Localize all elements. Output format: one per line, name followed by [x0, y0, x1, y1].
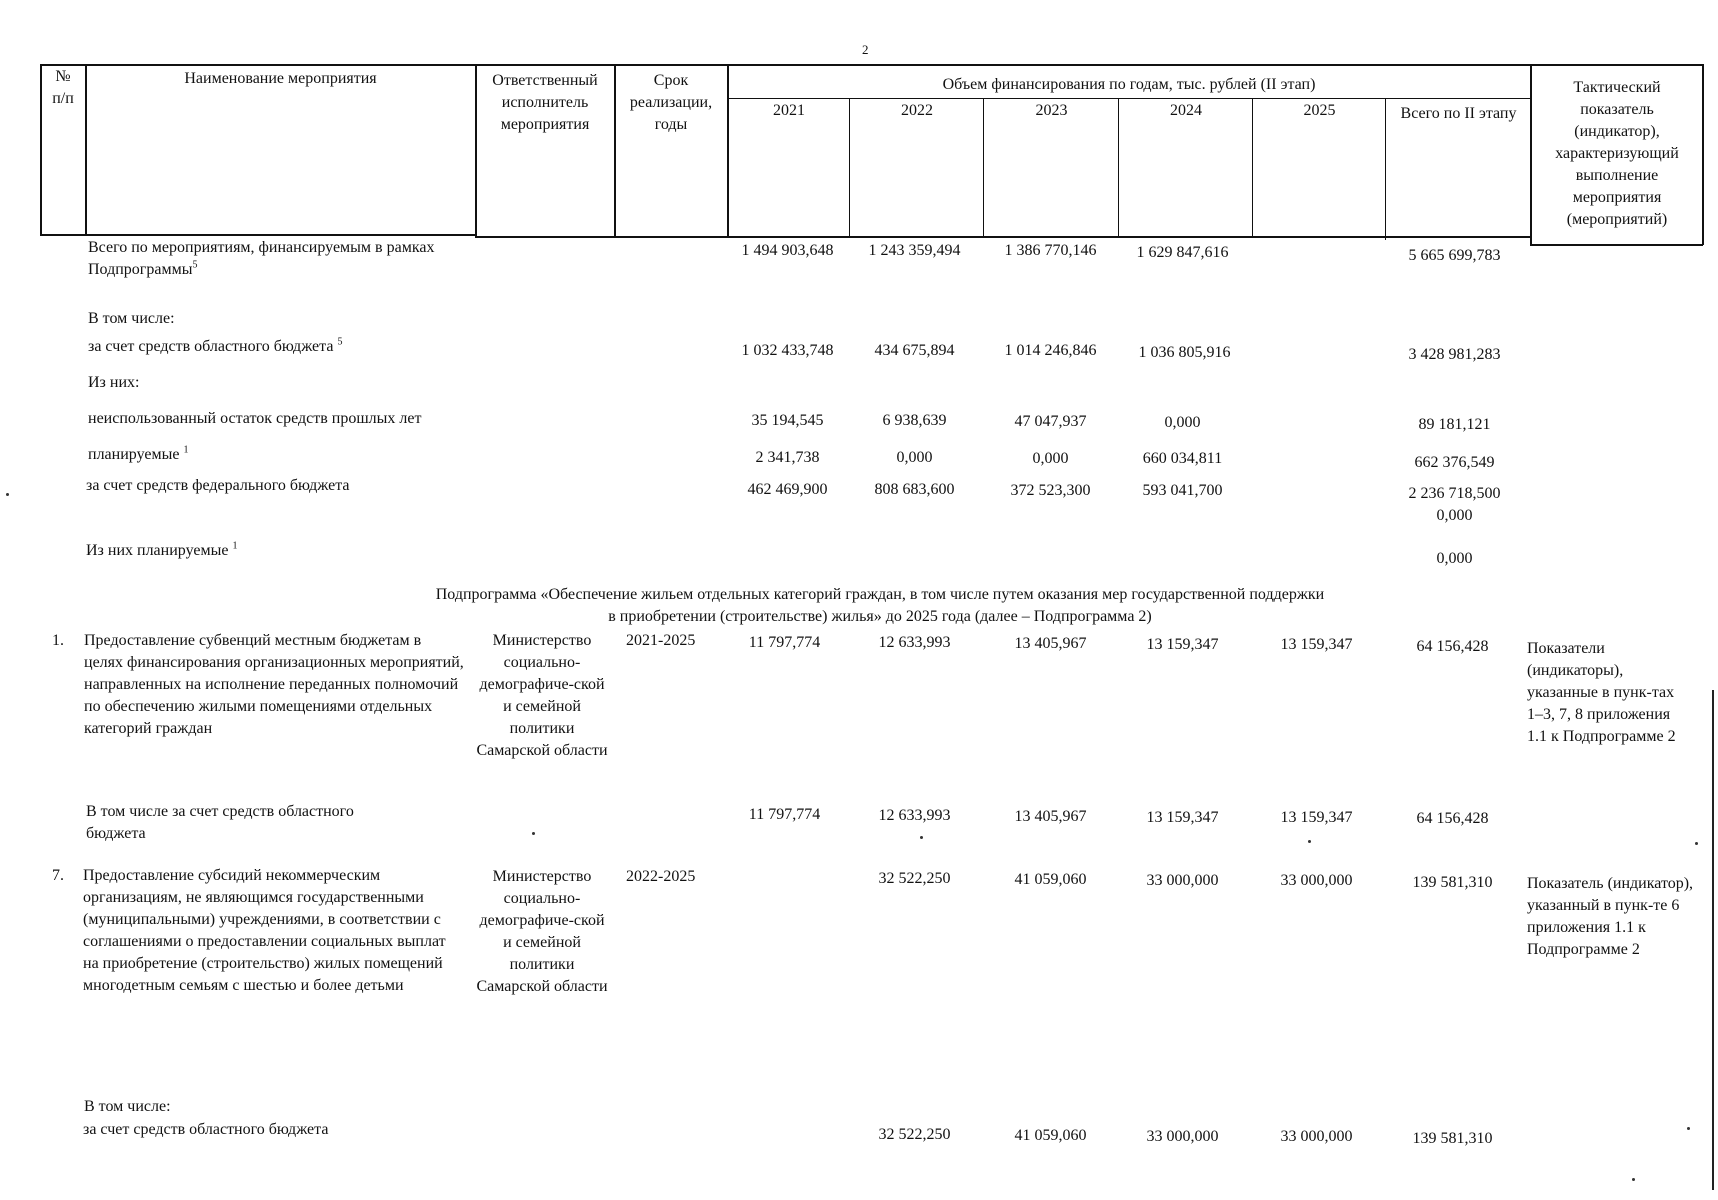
item-7-executor: Министерство социально-демографиче-ской и семейной политики Самарской области [476, 868, 608, 995]
planned-all: 662 376,549 [1414, 454, 1495, 471]
scan-speck [6, 493, 9, 496]
of-them-planned-label: Из них планируемые $^1$ [86, 540, 238, 559]
federal-2021: 462 469,900 [747, 481, 828, 498]
scan-speck [532, 832, 535, 835]
item-7-name: Предоставление субсидий некоммерческим организациям, не являющимся государственными (муниципальными) учреждениями, в соответствии с соглашениями о предоставлении социальных выплат на приобретение (строительство) жилых помещений многодетным семьям с шестью и более детьми [83, 867, 446, 994]
unused-balance-label: неиспользованный остаток средств прошлых лет [88, 410, 422, 427]
regional-2022: 434 675,894 [874, 342, 955, 359]
unused-2023: 47 047,937 [1014, 413, 1087, 430]
scan-speck [1695, 842, 1698, 845]
regional-2021: 1 032 433,748 [741, 342, 834, 359]
item-1-executor: Министерство социально-демографиче-ской и семейной политики Самарской области [476, 632, 608, 759]
header-executor-column: Ответственный исполнитель мероприятия [492, 72, 598, 133]
including-label: В том числе: [88, 310, 175, 327]
of-them-planned-value: 0,000 [1436, 550, 1473, 567]
scan-speck [1308, 840, 1311, 843]
item-1-2024: 13 159,347 [1146, 636, 1219, 653]
planned-2023: 0,000 [1032, 450, 1069, 467]
regional-all: 3 428 981,283 [1408, 346, 1501, 363]
header-year-2021: 2021 [773, 102, 805, 119]
planned-2022: 0,000 [896, 449, 933, 466]
federal-2023: 372 523,300 [1010, 482, 1091, 499]
item-1-total: 64 156,428 [1416, 638, 1489, 655]
header-year-2022: 2022 [901, 102, 933, 119]
item-7-sub-2025: 33 000,000 [1280, 1128, 1353, 1145]
subprogram-title: Подпрограмма «Обеспечение жильем отдельных категорий граждан, в том числе путем оказания мер государственной поддержки в приобретении (строительстве) жилья» до 2025 года (далее – Подпрограмма 2) [435, 586, 1325, 625]
item-1-name: Предоставление субвенций местным бюджетам в целях финансирования организационных мероприятий, направленных на исполнение переданных полномочий по обеспечению жилыми помещениями отдельных категорий граждан [84, 632, 464, 737]
item-7-sub-2023: 41 059,060 [1014, 1127, 1087, 1144]
page-number: 2 [862, 42, 869, 57]
planned-label: планируемые $^1$ [88, 444, 189, 463]
item-1-2021: 11 797,774 [748, 634, 821, 651]
federal-all: 2 236 718,500 [1408, 485, 1501, 502]
total-2023: 1 386 770,146 [1004, 242, 1097, 259]
item-1-2023: 13 405,967 [1014, 635, 1087, 652]
total-all: 5 665 699,783 [1408, 247, 1501, 264]
header-indicator-column: Тактический показатель (индикатор), характеризующий выполнение мероприятия (мероприятий) [1555, 79, 1679, 228]
regional-budget-label: за счет средств областного бюджета $^5$ [88, 336, 343, 355]
item-1-2022: 12 633,993 [878, 634, 951, 651]
header-term-column: Срок реализации, годы [629, 72, 713, 133]
planned-2021: 2 341,738 [755, 449, 820, 466]
header-year-2025: 2025 [1303, 102, 1336, 119]
total-2022: 1 243 359,494 [868, 242, 961, 259]
scan-speck [920, 836, 923, 839]
item-7-indicator: Показатель (индикатор), указанный в пунк-те 6 приложения 1.1 к Подпрограмме 2 [1527, 875, 1694, 958]
unused-2021: 35 194,545 [751, 412, 824, 429]
scan-speck [1687, 1127, 1690, 1130]
item-1-indicator: Показатели (индикаторы), указанные в пунк-тах 1–3, 7, 8 приложения 1.1 к Подпрограмме 2 [1527, 640, 1676, 745]
item-7-number: 7. [52, 867, 64, 884]
item-1-sub-2025: 13 159,347 [1280, 809, 1353, 826]
header-total-column: Всего по II этапу [1400, 105, 1517, 122]
regional-2023: 1 014 246,846 [1004, 342, 1097, 359]
of-them-label: Из них: [88, 374, 140, 391]
item-1-sub-2022: 12 633,993 [878, 807, 951, 824]
federal-extra: 0,000 [1436, 507, 1473, 524]
item-1-sub-2023: 13 405,967 [1014, 808, 1087, 825]
header-year-2024: 2024 [1170, 102, 1202, 119]
federal-budget-label: за счет средств федерального бюджета [86, 477, 350, 494]
regional-2024: 1 036 805,916 [1138, 344, 1231, 361]
total-row-label: Всего по мероприятиям, финансируемым в рамках Подпрограммы$^5$ [88, 239, 435, 278]
item-1-sub-label: В том числе за счет средств областного бюджета [86, 803, 354, 842]
item-7-total: 139 581,310 [1412, 874, 1493, 891]
item-7-including-label: В том числе: [84, 1098, 171, 1115]
federal-2024: 593 041,700 [1142, 482, 1223, 499]
item-1-sub-total: 64 156,428 [1416, 810, 1489, 827]
header-year-2023: 2023 [1035, 102, 1068, 119]
item-1-term: 2021-2025 [626, 632, 696, 649]
header-name-column: Наименование мероприятия [184, 70, 377, 87]
unused-all: 89 181,121 [1418, 416, 1491, 433]
scan-edge-line [1712, 690, 1714, 1190]
federal-2022: 808 683,600 [874, 481, 955, 498]
item-7-2024: 33 000,000 [1146, 872, 1219, 889]
item-1-2025: 13 159,347 [1280, 636, 1353, 653]
item-1-sub-2021: 11 797,774 [748, 806, 821, 823]
total-2024: 1 629 847,616 [1136, 244, 1229, 261]
header-funding-column: Объем финансирования по годам, тыс. рублей (II этап) [942, 76, 1316, 93]
unused-2024: 0,000 [1164, 414, 1201, 431]
unused-2022: 6 938,639 [882, 412, 947, 429]
item-7-sub-2022: 32 522,250 [878, 1126, 951, 1143]
total-2021: 1 494 903,648 [741, 242, 834, 259]
item-7-term: 2022-2025 [626, 868, 696, 885]
scan-speck [1632, 1178, 1635, 1181]
planned-2024: 660 034,811 [1142, 450, 1223, 467]
item-7-2023: 41 059,060 [1014, 871, 1087, 888]
header-number-column: № п/п [52, 68, 74, 107]
item-7-sub-2024: 33 000,000 [1146, 1128, 1219, 1145]
item-1-sub-2024: 13 159,347 [1146, 809, 1219, 826]
item-7-2022: 32 522,250 [878, 870, 951, 887]
item-1-number: 1. [52, 632, 64, 649]
item-7-sub-label: за счет средств областного бюджета [83, 1121, 329, 1138]
item-7-2025: 33 000,000 [1280, 872, 1353, 889]
item-7-sub-total: 139 581,310 [1412, 1130, 1493, 1147]
